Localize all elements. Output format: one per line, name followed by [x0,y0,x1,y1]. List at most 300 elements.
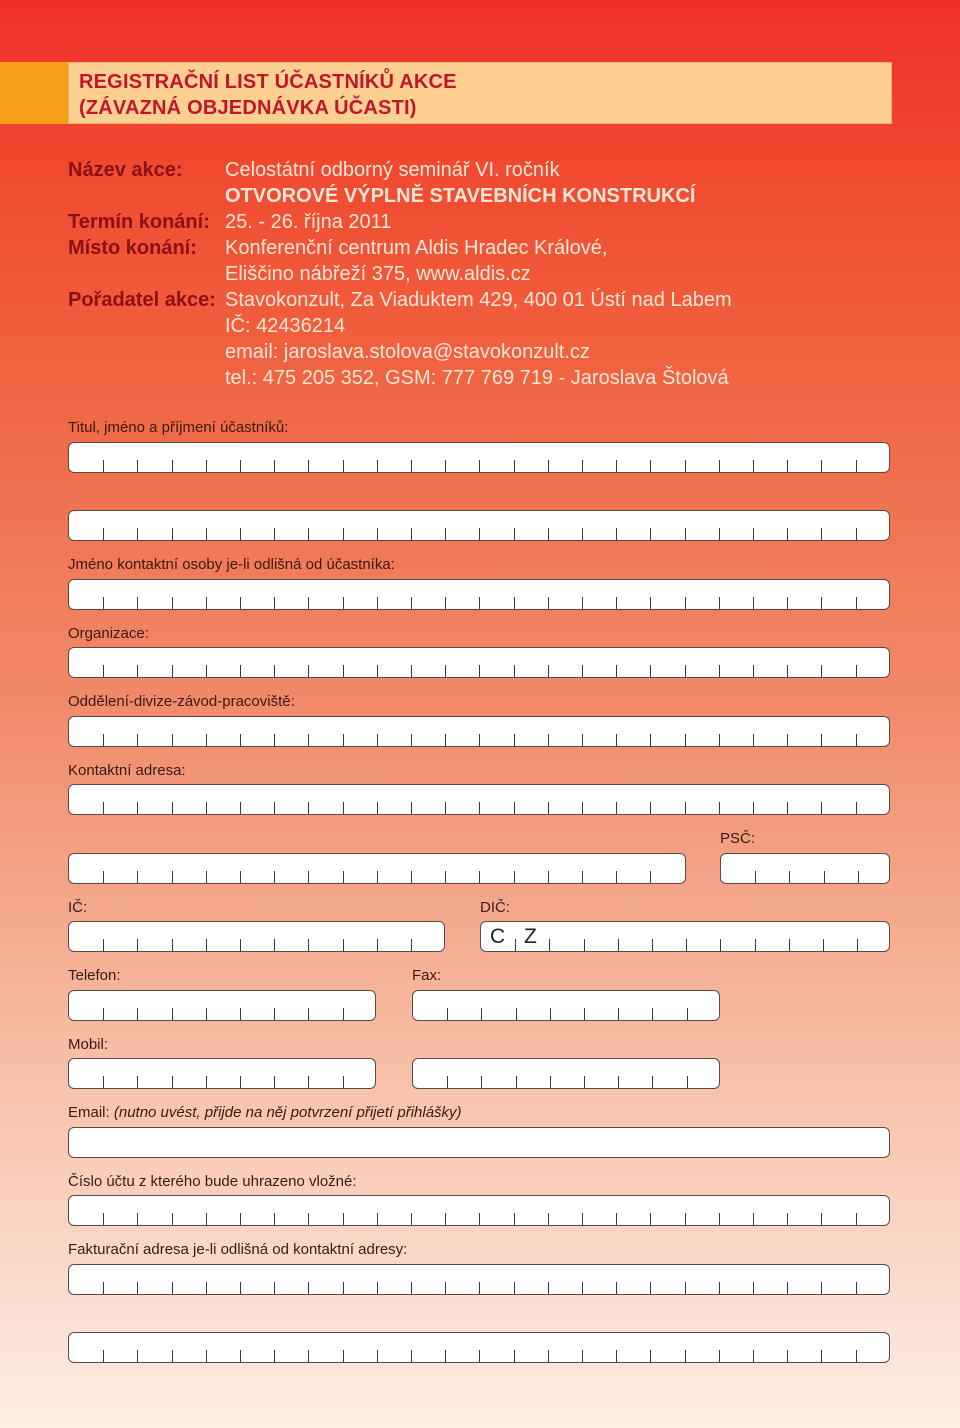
cell-separator [821,1213,822,1225]
cell-separator [137,1282,138,1294]
cell-separator [584,939,585,951]
cell-separator [137,1213,138,1225]
cell-separator [172,597,173,609]
billing-field-1[interactable] [68,1264,890,1295]
cell-separator [137,597,138,609]
cell-separator [445,665,446,677]
participants-field-2[interactable] [68,510,890,541]
cell-separator [377,1213,378,1225]
cell-separator [411,1213,412,1225]
cell-separator [685,597,686,609]
cell-separator [650,597,651,609]
email-note: (nutno uvést, přijde na něj potvrzení přijetí přihlášky) [113,1104,462,1121]
cell-separator [856,802,857,814]
cell-separator [753,734,754,746]
cell-separator [685,734,686,746]
cell-separator [411,460,412,472]
cell-separator [548,871,549,883]
cell-separator [103,802,104,814]
cell-separator [377,597,378,609]
cell-separator [616,802,617,814]
cell-separator [343,802,344,814]
cell-separator [856,1282,857,1294]
cell-separator [343,528,344,540]
cell-separator [240,939,241,951]
cell-separator [240,1076,241,1088]
cell-separator [582,1282,583,1294]
cell-separator [720,939,721,951]
cell-separator [582,528,583,540]
cell-separator [343,1076,344,1088]
cell-separator [308,1213,309,1225]
cell-separator [514,871,515,883]
cell-separator [821,1350,822,1362]
cell-separator [616,597,617,609]
cell-separator [137,1350,138,1362]
cell-separator [137,1076,138,1088]
cell-separator [308,871,309,883]
cell-separator [377,939,378,951]
cell-separator [479,1213,480,1225]
header-accent [0,62,68,124]
cell-separator [652,1008,653,1020]
cell-separator [343,460,344,472]
cell-separator [445,528,446,540]
cell-separator [582,1213,583,1225]
cell-separator [206,1076,207,1088]
cell-separator [103,1282,104,1294]
department-field[interactable] [68,716,890,747]
cell-separator [479,665,480,677]
cell-separator [719,734,720,746]
cell-separator [548,1213,549,1225]
cell-separator [858,871,859,883]
cell-separator [548,1282,549,1294]
cell-separator [206,665,207,677]
cell-separator [856,460,857,472]
cell-separator [103,1008,104,1020]
account-label: Číslo účtu z kterého bude uhrazeno vložné: [68,1173,357,1190]
cell-separator [856,597,857,609]
cell-separator [103,1350,104,1362]
cell-separator [137,871,138,883]
cell-separator [411,871,412,883]
cell-separator [172,1008,173,1020]
cell-separator [206,1350,207,1362]
cell-separator [172,939,173,951]
cell-separator [411,1350,412,1362]
cell-separator [514,597,515,609]
cell-separator [755,871,756,883]
cell-separator [481,1008,482,1020]
cell-separator [514,528,515,540]
cell-separator [685,1350,686,1362]
event-name-label: Název akce: [68,159,183,181]
cell-separator [240,665,241,677]
cell-separator [787,734,788,746]
cell-separator [719,1350,720,1362]
ic-label: IČ: [68,899,88,916]
cell-separator [206,1213,207,1225]
cell-separator [685,802,686,814]
address-field-1[interactable] [68,784,890,815]
cell-separator [582,597,583,609]
cell-separator [308,1076,309,1088]
cell-separator [479,1350,480,1362]
cell-separator [479,597,480,609]
cell-separator [479,734,480,746]
cell-separator [240,528,241,540]
cell-separator [821,528,822,540]
cell-separator [616,1350,617,1362]
mobile-field[interactable] [68,1058,376,1089]
cell-separator [652,1076,653,1088]
cell-separator [548,665,549,677]
cell-separator [753,528,754,540]
cell-separator [753,460,754,472]
cell-separator [343,597,344,609]
cell-separator [103,734,104,746]
cell-separator [411,734,412,746]
email-label-text: Email: [68,1104,110,1121]
cell-separator [206,1008,207,1020]
cell-separator [787,1350,788,1362]
cell-separator [650,1282,651,1294]
event-place: Konferenční centrum Aldis Hradec Králové, [225,237,608,259]
cell-separator [103,665,104,677]
cell-separator [687,1076,688,1088]
contact-person-field[interactable] [68,579,890,610]
cell-separator [618,1008,619,1020]
cell-separator [308,939,309,951]
dic-prefix-z: Z [524,925,537,948]
cell-separator [206,871,207,883]
cell-separator [445,1282,446,1294]
event-place-label: Místo konání: [68,237,197,259]
cell-separator [411,665,412,677]
cell-separator [548,460,549,472]
cell-separator [137,734,138,746]
cell-separator [445,1213,446,1225]
cell-separator [172,871,173,883]
cell-separator [308,1008,309,1020]
header-title-box [68,62,892,124]
cell-separator [308,1350,309,1362]
cell-separator [582,734,583,746]
cell-separator [687,1008,688,1020]
billing-label: Fakturační adresa je-li odlišná od kontaktní adresy: [68,1241,408,1258]
cell-separator [343,1008,344,1020]
cell-separator [618,1076,619,1088]
cell-separator [308,802,309,814]
cell-separator [172,665,173,677]
cell-separator [616,1213,617,1225]
cell-separator [479,871,480,883]
cell-separator [514,1350,515,1362]
cell-separator [103,1213,104,1225]
cell-separator [821,734,822,746]
cell-separator [650,1350,651,1362]
cell-separator [206,802,207,814]
cell-separator [377,734,378,746]
cell-separator [137,460,138,472]
cell-separator [821,802,822,814]
cell-separator [618,939,619,951]
cell-separator [206,1282,207,1294]
cell-separator [719,1282,720,1294]
cell-separator [685,1282,686,1294]
cell-separator [549,939,550,951]
cell-separator [137,802,138,814]
cell-separator [652,939,653,951]
cell-separator [172,460,173,472]
cell-separator [824,871,825,883]
cell-separator [582,871,583,883]
cell-separator [240,1213,241,1225]
cell-separator [308,734,309,746]
cell-separator [343,1350,344,1362]
cell-separator [787,528,788,540]
cell-separator [343,665,344,677]
cell-separator [787,597,788,609]
cell-separator [582,460,583,472]
cell-separator [823,939,824,951]
cell-separator [787,665,788,677]
cell-separator [274,597,275,609]
cell-separator [445,871,446,883]
organizer-ic: IČ: 42436214 [225,315,346,337]
cell-separator [550,1076,551,1088]
event-name: Celostátní odborný seminář VI. ročník [225,159,560,181]
cell-separator [753,1350,754,1362]
cell-separator [274,1213,275,1225]
cell-separator [137,939,138,951]
cell-separator [172,528,173,540]
cell-separator [650,665,651,677]
mobile-field-2[interactable] [412,1058,720,1089]
cell-separator [103,597,104,609]
address-field-2[interactable] [68,853,686,884]
cell-separator [548,528,549,540]
email-label [68,1104,462,1121]
cell-separator [856,1350,857,1362]
ic-field[interactable] [68,921,445,952]
cell-separator [308,1282,309,1294]
cell-separator [856,734,857,746]
cell-separator [548,597,549,609]
cell-separator [343,1213,344,1225]
cell-separator [515,939,516,951]
cell-separator [584,1008,585,1020]
organization-field[interactable] [68,647,890,678]
cell-separator [856,528,857,540]
cell-separator [719,665,720,677]
cell-separator [308,597,309,609]
cell-separator [240,1282,241,1294]
cell-separator [753,1213,754,1225]
cell-separator [514,460,515,472]
cell-separator [274,1350,275,1362]
cell-separator [787,1213,788,1225]
page-subtitle: (ZÁVAZNÁ OBJEDNÁVKA ÚČASTI) [79,97,417,119]
organization-label: Organizace: [68,625,149,642]
account-field[interactable] [68,1195,890,1226]
mobile-label: Mobil: [68,1036,109,1053]
zip-field[interactable] [720,853,890,884]
phone-field[interactable] [68,990,376,1021]
cell-separator [479,460,480,472]
cell-separator [377,871,378,883]
cell-separator [308,528,309,540]
cell-separator [856,1213,857,1225]
cell-separator [755,939,756,951]
cell-separator [548,734,549,746]
cell-separator [445,802,446,814]
cell-separator [343,871,344,883]
cell-separator [857,939,858,951]
cell-separator [377,1282,378,1294]
event-date: 25. - 26. října 2011 [225,211,392,233]
cell-separator [516,1076,517,1088]
cell-separator [445,460,446,472]
cell-separator [103,939,104,951]
cell-separator [753,665,754,677]
participants-field-1[interactable] [68,442,890,473]
cell-separator [650,1213,651,1225]
cell-separator [650,528,651,540]
cell-separator [377,528,378,540]
cell-separator [753,802,754,814]
cell-separator [719,1213,720,1225]
organizer-label: Pořadatel akce: [68,289,216,311]
cell-separator [240,734,241,746]
cell-separator [411,939,412,951]
cell-separator [240,871,241,883]
cell-separator [650,871,651,883]
cell-separator [308,665,309,677]
event-info [68,157,948,397]
cell-separator [650,460,651,472]
cell-separator [616,1282,617,1294]
cell-separator [514,734,515,746]
fax-label: Fax: [412,967,442,984]
zip-label: PSČ: [720,830,756,847]
page-title: REGISTRAČNÍ LIST ÚČASTNÍKŮ AKCE [79,71,457,93]
cell-separator [685,460,686,472]
cell-separator [789,871,790,883]
cell-separator [274,460,275,472]
dic-prefix-c: C [490,925,506,948]
email-field[interactable] [68,1127,890,1158]
cell-separator [172,802,173,814]
cell-separator [411,597,412,609]
organizer-email: email: jaroslava.stolova@stavokonzult.cz [225,341,590,363]
cell-separator [206,734,207,746]
address-label: Kontaktní adresa: [68,762,186,779]
event-name-title: OTVOROVÉ VÝPLNĚ STAVEBNÍCH KONSTRUKCÍ [225,185,696,207]
cell-separator [685,1213,686,1225]
cell-separator [719,597,720,609]
department-label: Oddělení-divize-závod-pracoviště: [68,693,295,710]
cell-separator [821,665,822,677]
cell-separator [274,871,275,883]
cell-separator [206,528,207,540]
cell-separator [616,460,617,472]
cell-separator [685,665,686,677]
dic-field[interactable] [480,921,890,952]
header-bar [0,62,892,124]
dic-label: DIČ: [480,899,510,916]
cell-separator [274,528,275,540]
cell-separator [411,528,412,540]
cell-separator [103,528,104,540]
cell-separator [343,1282,344,1294]
cell-separator [240,1350,241,1362]
cell-separator [377,460,378,472]
cell-separator [616,528,617,540]
cell-separator [787,1282,788,1294]
event-date-label: Termín konání: [68,211,210,233]
cell-separator [616,665,617,677]
cell-separator [616,871,617,883]
cell-separator [516,1008,517,1020]
cell-separator [719,460,720,472]
cell-separator [377,802,378,814]
cell-separator [274,1282,275,1294]
cell-separator [137,665,138,677]
cell-separator [548,1350,549,1362]
cell-separator [582,802,583,814]
cell-separator [550,1008,551,1020]
cell-separator [582,665,583,677]
cell-separator [377,665,378,677]
cell-separator [548,802,549,814]
cell-separator [137,1008,138,1020]
cell-separator [685,528,686,540]
cell-separator [172,1213,173,1225]
event-place-address: Eliščino nábřeží 375, www.aldis.cz [225,263,531,285]
cell-separator [103,460,104,472]
cell-separator [308,460,309,472]
organizer-phone: tel.: 475 205 352, GSM: 777 769 719 - Jaroslava Štolová [225,367,729,389]
cell-separator [240,802,241,814]
cell-separator [753,1282,754,1294]
cell-separator [274,1008,275,1020]
participants-label: Titul, jméno a příjmení účastníků: [68,419,289,436]
cell-separator [447,1008,448,1020]
cell-separator [514,665,515,677]
billing-field-2[interactable] [68,1332,890,1363]
cell-separator [719,802,720,814]
cell-separator [411,802,412,814]
cell-separator [172,1282,173,1294]
cell-separator [240,460,241,472]
fax-field[interactable] [412,990,720,1021]
cell-separator [514,1213,515,1225]
cell-separator [821,1282,822,1294]
cell-separator [240,597,241,609]
cell-separator [514,802,515,814]
cell-separator [411,1282,412,1294]
cell-separator [172,734,173,746]
cell-separator [650,802,651,814]
cell-separator [103,871,104,883]
cell-separator [821,597,822,609]
cell-separator [686,939,687,951]
contact-person-label: Jméno kontaktní osoby je-li odlišná od účastníka: [68,556,395,573]
cell-separator [274,734,275,746]
cell-separator [616,734,617,746]
